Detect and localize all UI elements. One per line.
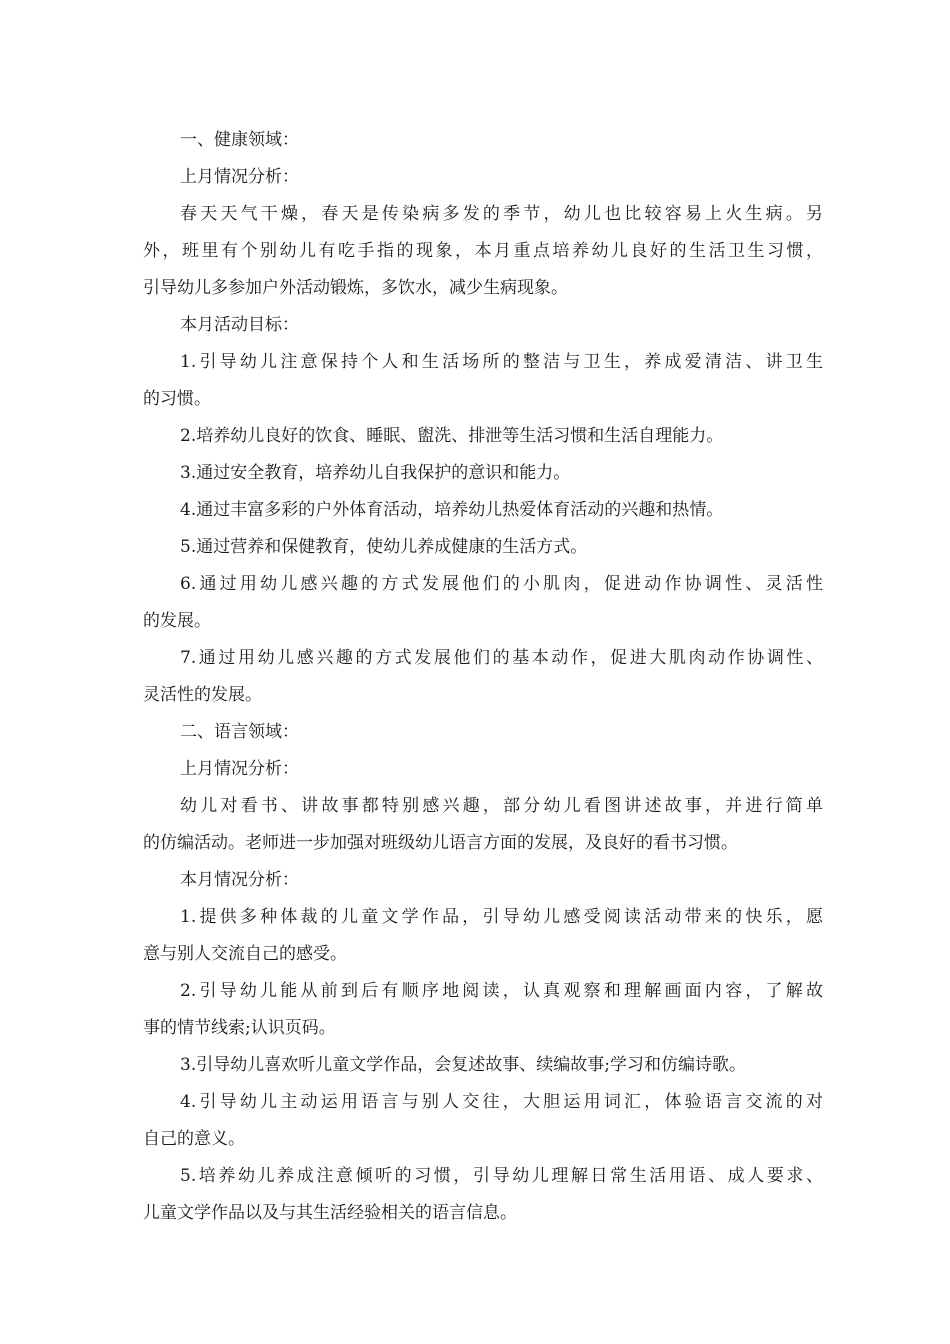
list-item: 4.引导幼儿主动运用语言与别人交往，大胆运用词汇，体验语言交流的对	[180, 1092, 823, 1112]
list-item-continuation: 自己的意义。	[143, 1129, 245, 1149]
list-item-continuation: 的习惯。	[143, 389, 211, 409]
list-item-continuation: 儿童文学作品以及与其生活经验相关的语言信息。	[143, 1203, 517, 1223]
subheading-monthly-goals: 本月活动目标：	[180, 315, 299, 335]
list-item: 2.引导幼儿能从前到后有顺序地阅读，认真观察和理解画面内容，了解故	[180, 981, 823, 1001]
list-item-continuation: 意与别人交流自己的感受。	[143, 944, 347, 964]
list-item: 3.通过安全教育，培养幼儿自我保护的意识和能力。	[180, 463, 571, 483]
list-item: 5.通过营养和保健教育，使幼儿养成健康的生活方式。	[180, 537, 588, 557]
section-heading-language: 二、语言领域：	[180, 722, 299, 742]
list-item: 6.通过用幼儿感兴趣的方式发展他们的小肌肉，促进动作协调性、灵活性	[180, 574, 823, 594]
list-item: 3.引导幼儿喜欢听儿童文学作品，会复述故事、续编故事;学习和仿编诗歌。	[180, 1055, 746, 1075]
subheading-last-month-analysis: 上月情况分析：	[180, 167, 299, 187]
paragraph-line: 幼儿对看书、讲故事都特别感兴趣，部分幼儿看图讲述故事，并进行简单	[180, 796, 823, 816]
paragraph-line: 春天天气干燥，春天是传染病多发的季节，幼儿也比较容易上火生病。另	[180, 204, 823, 224]
paragraph-line: 引导幼儿多参加户外活动锻炼，多饮水，减少生病现象。	[143, 278, 568, 298]
list-item: 5.培养幼儿养成注意倾听的习惯，引导幼儿理解日常生活用语、成人要求、	[180, 1166, 823, 1186]
list-item: 1.提供多种体裁的儿童文学作品，引导幼儿感受阅读活动带来的快乐，愿	[180, 907, 823, 927]
list-item: 2.培养幼儿良好的饮食、睡眠、盥洗、排泄等生活习惯和生活自理能力。	[180, 426, 724, 446]
list-item: 7.通过用幼儿感兴趣的方式发展他们的基本动作，促进大肌肉动作协调性、	[180, 648, 823, 668]
paragraph-line: 的仿编活动。老师进一步加强对班级幼儿语言方面的发展，及良好的看书习惯。	[143, 833, 738, 853]
list-item: 1.引导幼儿注意保持个人和生活场所的整洁与卫生，养成爱清洁、讲卫生	[180, 352, 823, 372]
paragraph-line: 外，班里有个别幼儿有吃手指的现象，本月重点培养幼儿良好的生活卫生习惯，	[143, 241, 823, 261]
list-item-continuation: 灵活性的发展。	[143, 685, 262, 705]
subheading-last-month-analysis: 上月情况分析：	[180, 759, 299, 779]
list-item-continuation: 事的情节线索;认识页码。	[143, 1018, 336, 1038]
section-heading-health: 一、健康领域：	[180, 130, 299, 150]
list-item: 4.通过丰富多彩的户外体育活动，培养幼儿热爱体育活动的兴趣和热情。	[180, 500, 724, 520]
document-body	[143, 122, 823, 1232]
subheading-monthly-analysis: 本月情况分析：	[180, 870, 299, 890]
list-item-continuation: 的发展。	[143, 611, 211, 631]
